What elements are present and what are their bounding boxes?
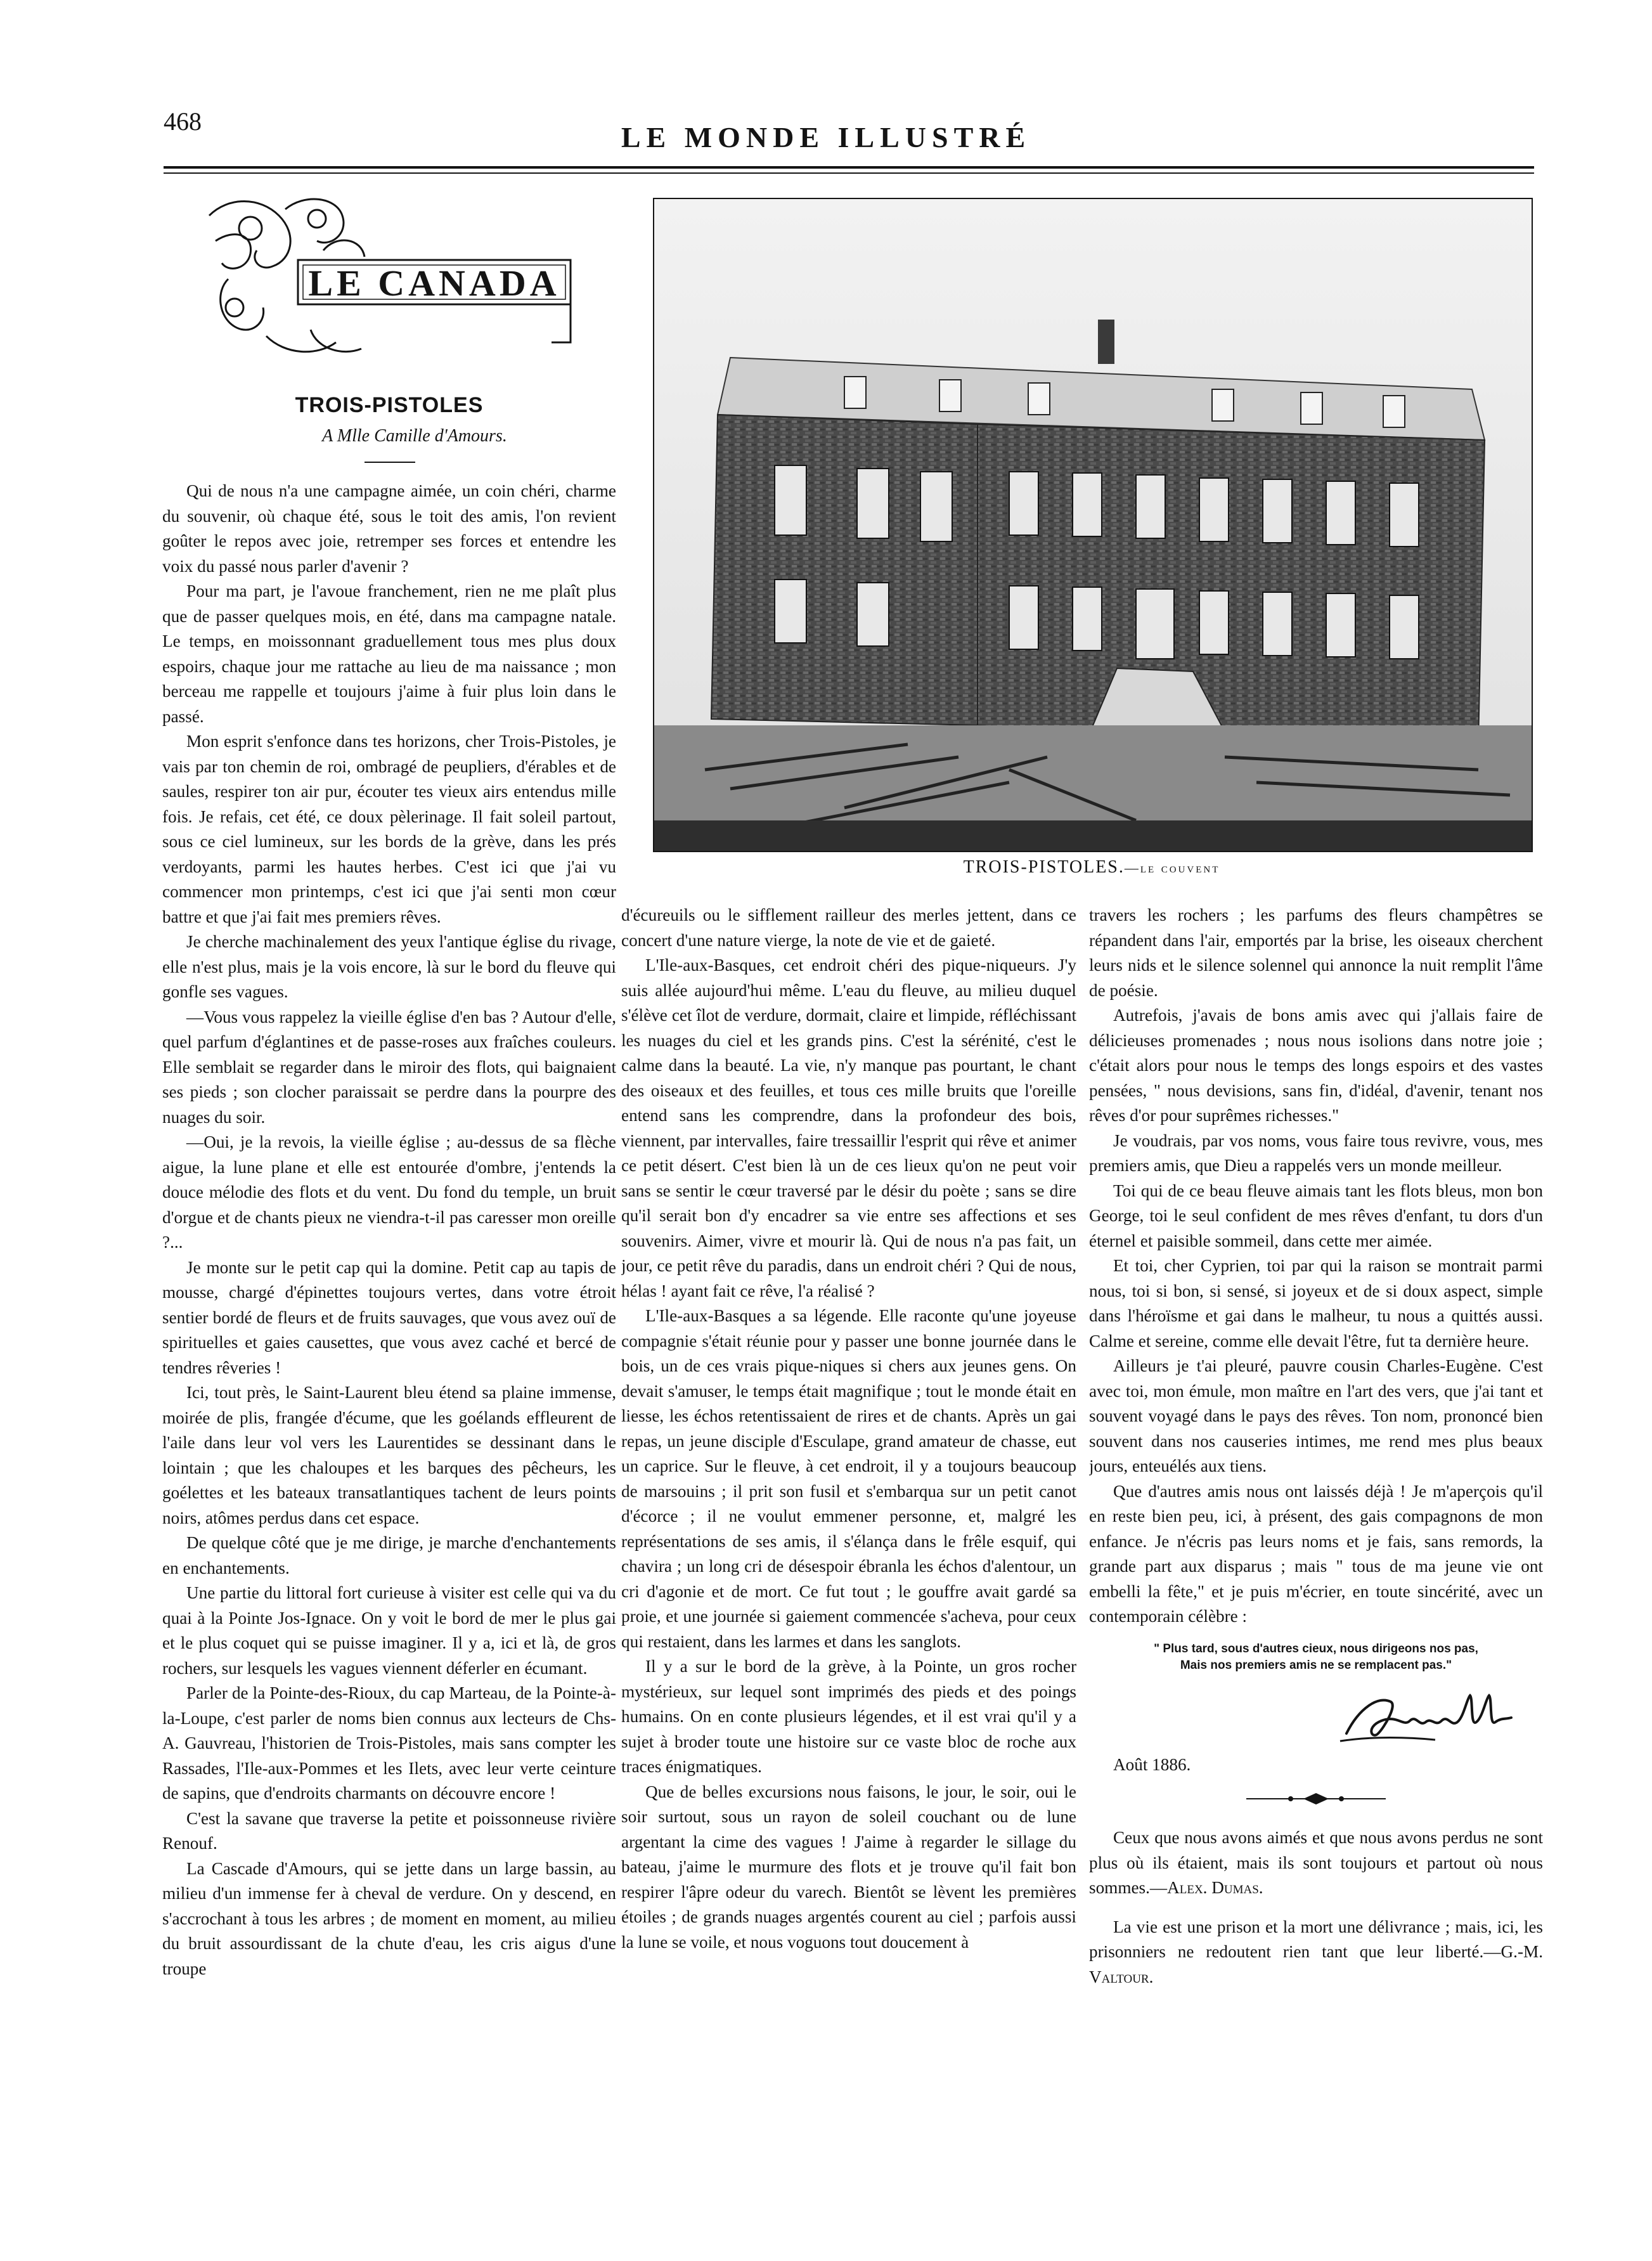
paragraph: Toi qui de ce beau fleuve aimais tant les flots bleus, mon bon George, toi le seul confident de mes rêves d'enfant, tu dors d'un éternel et paisible sommeil, dans cette mer aimée. <box>1089 1181 1543 1250</box>
quote-author: —G.-M. Valtour. <box>1089 1942 1543 1986</box>
verse-line: Mais nos premiers amis ne se remplacent pas." <box>1180 1658 1452 1672</box>
paragraph: travers les rochers ; les parfums des fleurs champêtres se répandent dans l'air, emportés par la brise, les oiseaux cherchent leurs nids et le silence solennel qui annonce la nuit remplit l'âme de poésie. <box>1089 905 1543 1000</box>
photo-caption <box>653 857 1530 878</box>
signature-block <box>1089 1683 1543 1752</box>
paragraph: De quelque côté que je me dirige, je marche d'enchantements en enchantements. <box>162 1533 616 1578</box>
quote-valtour <box>1089 1915 1543 1990</box>
paragraph: Une partie du littoral fort curieuse à visiter est celle qui va du quai à la Pointe Jos-Ignace. On y voit le bord de mer le plus gai et le plus coquet qui se puisse imaginer. Il y a, ici et là, de gros rochers, sur lesquels les vagues viennent déferler en écumant. <box>162 1583 616 1678</box>
paragraph: La Cascade d'Amours, qui se jette dans un large bassin, au milieu d'un immense fer à cheval de verdure. On y descend, en s'accrochant à tous les arbres ; de moment en moment, au milieu du bruit assourdissant de la chute d'eau, les cris aigus d'une troupe <box>162 1858 616 1978</box>
paragraph: Je voudrais, par vos noms, vous faire tous revivre, vous, mes premiers amis, que Dieu a rappelés vers un monde meilleur. <box>1089 1130 1543 1175</box>
paragraph: Pour ma part, je l'avoue franchement, rien ne me plaît plus que de passer quelques mois, en été, dans ma campagne natale. Le temps, en moissonnant graduellement tous mes plus doux espoirs, chaque jour me rattache au lieu de ma naissance ; mon berceau me rappelle et toujours j'aime à fuir plus loin dans le passé. <box>162 581 616 726</box>
article-column-1 <box>162 479 616 2115</box>
paragraph: Je cherche machinalement des yeux l'antique église du rivage, elle n'est plus, mais je la vois encore, là sur le bord du fleuve qui gonfle ses vagues. <box>162 932 616 1001</box>
paragraph: Que d'autres amis nous ont laissés déjà ! Je m'aperçois qu'il en reste bien peu, ici, à présent, des gais compagnons de mon enfance. Je n'écris pas leurs noms et je fais, sans remords, la grande part aux disparus ; mais " tous de ma jeune vie ont embelli la fête," et je puis m'écrier, en toute sincérité, avec un contemporain célèbre : <box>1089 1481 1543 1626</box>
paragraph: Je monte sur le petit cap qui la domine. Petit cap au tapis de mousse, chargé d'épinettes toujours vertes, dans votre étroit sentier bordé de fleurs et de fruits sauvages, que vous avez ouï de spirituelles et gaies causettes, que vous avez caché et bercé de tendres rêveries ! <box>162 1257 616 1377</box>
paragraph: Que de belles excursions nous faisons, le jour, le soir, oui le soir surtout, sous un rayon de soleil couchant ou de lune argentant la cime des vagues ! J'aime à regarder le sillage du bateau, j'aime le murmure des flots et je trouve qu'il fait bon respirer l'âpre odeur du varech. Bientôt se lèvent les premières étoiles ; de grands nuages argentés courent au ciel ; parfois aussi la lune se voile, et nous voguons tout doucement à <box>621 1782 1076 1952</box>
paragraph: L'Ile-aux-Basques, cet endroit chéri des pique-niqueurs. J'y suis allée aujourd'hui même. L'eau du fleuve, au milieu duquel s'élève cet îlot de verdure, dormait, claire et limpide, réfléchissant les nuages du ciel et les grands pins. C'est la sérénité, c'est le calme dans la beauté. La vie, n'y manque pas pourtant, le chant des oiseaux et des feuilles, et tous ces mille bruits que l'oreille entend sans les comprendre, dans la profondeur des bois, viennent, par intervalles, faire tressaillir l'esprit qui rêve et animer ce petit désert. C'est bien là un de ces lieux qu'on ne peut voir sans se sentir le cœur traversé par le désir du poète ; sans se dire qu'il serait bon d'y encadrer sa vie entre ses affections et ses souvenirs. Aimer, vivre et mourir là. Qui de nous n'a pas fait, un jour, ce petit rêve du paradis, dans un endroit chéri ? Qui de nous, hélas ! ayant fait ce rêve, l'a réalisé ? <box>621 956 1076 1300</box>
le-canada-logo <box>190 190 596 374</box>
article-title: TROIS-PISTOLES <box>295 393 484 417</box>
paragraph: Et toi, cher Cyprien, toi par qui la raison se montrait parmi nous, toi si bon, si sensé, si joyeux et de si doux aspect, simple dans l'héroïsme et gai dans le malheur, tu nous a quittés aussi. Calme et sereine, comme elle devait l'être, fut ta dernière heure. <box>1089 1256 1543 1351</box>
publication-title: LE MONDE ILLUSTRÉ <box>621 121 1031 153</box>
title-rule <box>365 462 415 463</box>
paragraph: Qui de nous n'a une campagne aimée, un coin chéri, charme du souvenir, où chaque été, sous le toit des amis, l'on revient goûter le repos avec joie, retremper ses forces et entendre les voix du passé nous parler d'avenir ? <box>162 481 616 576</box>
article-column-2 <box>621 903 1076 2139</box>
logo-text: LE CANADA <box>308 262 560 304</box>
article-column-3 <box>1089 903 1543 2139</box>
convent-photograph <box>653 198 1533 852</box>
article-date: Août 1886. <box>1113 1754 1191 1774</box>
quote-dumas <box>1089 1825 1543 1901</box>
verse-line: " Plus tard, sous d'autres cieux, nous dirigeons nos pas, <box>1154 1642 1478 1655</box>
author-signature <box>1334 1683 1524 1746</box>
ornament-divider <box>1246 1791 1386 1806</box>
paragraph: —Oui, je la revois, la vieille église ; au-dessus de sa flèche aigue, la lune plane et elle est entourée d'ombre, j'entends la douce mélodie des flots et du vent. Du fond du temple, un bruit d'orgue et de chants pieux ne viendra-t-il pas caresser mon oreille ?... <box>162 1132 616 1252</box>
paragraph: L'Ile-aux-Basques a sa légende. Elle raconte qu'une joyeuse compagnie s'était réunie pour y passer une bonne journée dans le bois, un de ces vrais pique-niques si chers aux jeunes gens. On devait s'amuser, le temps était magnifique ; tout le monde était en liesse, les échos retentissaient de rires et de chants. Après un gai repas, un jeune disciple d'Esculape, grand amateur de chasse, eut un caprice. Sur le fleuve, à cet endroit, il y a toujours beaucoup de marsouins ; il prit son fusil et s'embarqua sur un petit canot d'écorce ; il ne voulut emmener personne, et, malgré les représentations de ses amis, il s'élança dans le frêle esquif, qui chavira ; un long cri de désespoir ébranla les échos d'alentour, un cri d'agonie et de mort. Ce fut tout ; le gouffre avait gardé sa proie, et une journée si gaiement commencée s'acheva, pour ceux qui restaient, dans les larmes et dans les sanglots. <box>621 1306 1076 1651</box>
quote-author: —Alex. Dumas. <box>1149 1878 1263 1897</box>
page-number: 468 <box>164 107 202 136</box>
paragraph: d'écureuils ou le sifflement railleur des merles jettent, dans ce concert d'une nature vierge, la note de vie et de gaieté. <box>621 905 1076 950</box>
paragraph: C'est la savane que traverse la petite et poissonneuse rivière Renouf. <box>162 1808 616 1853</box>
paragraph: Mon esprit s'enfonce dans tes horizons, cher Trois-Pistoles, je vais par ton chemin de roi, ombragé de peupliers, d'érables et de saules, respirer ton air pur, écouter tes vieux airs entendus mille fois. Je refais, cet été, ce doux pèlerinage. Il fait soleil partout, sous ce ciel lumineux, sur les bords de la grève, dans les prés verdoyants, parmi les hautes herbes. C'est ici que j'ai vu commencer mon printemps, c'est ici que j'ai senti mon cœur battre et que j'ai fait mes premiers rêves. <box>162 732 616 926</box>
paragraph: Parler de la Pointe-des-Rioux, du cap Marteau, de la Pointe-à-la-Loupe, c'est parler de noms bien connus aux lecteurs de Chs-A. Gauvreau, l'historien de Trois-Pistoles, mais sans compter les Rassades, l'Ile-aux-Pommes et les Ilets, avec leur verte ceinture de sapins, que d'endroits charmants on découvre encore ! <box>162 1683 616 1803</box>
header-rule <box>164 166 1534 174</box>
quote-text: Ceux que nous avons aimés et que nous avons perdus ne sont plus où ils étaient, mais ils sont toujours et partout où nous sommes. <box>1089 1828 1543 1897</box>
verse-quote <box>1089 1641 1543 1674</box>
quote-text: La vie est une prison et la mort une délivrance ; mais, ici, les prisonniers ne redoutent rien tant que leur liberté. <box>1089 1917 1543 1961</box>
caption-sub: —le couvent <box>1124 860 1220 876</box>
paragraph: —Vous vous rappelez la vieille église d'en bas ? Autour d'elle, quel parfum d'églantines et de passe-roses aux fraîches couleurs. Elle semblait se regarder dans le miroir des flots, qui baignaient ses pieds ; son clocher paraissait se perdre dans la pourpre des nuages du soir. <box>162 1007 616 1127</box>
paragraph: Il y a sur le bord de la grève, à la Pointe, un gros rocher mystérieux, sur lequel sont imprimés des pieds et des poings humains. On en conte plusieurs légendes, et il est vrai qu'il y a sujet à broder toute une histoire sur ce vaste bloc de roche aux traces énigmatiques. <box>621 1657 1076 1776</box>
paragraph: Ici, tout près, le Saint-Laurent bleu étend sa plaine immense, moirée de plis, frangée d'écume, que les goélands effleurent de l'aile dans leur vol vers les Laurentides se dessinant dans le lointain ; que les chaloupes et les barques des pêcheurs, les goélettes et les bateaux transatlantiques tachent de leurs points noirs, atômes perdus dans cet espace. <box>162 1383 616 1527</box>
paragraph: Ailleurs je t'ai pleuré, pauvre cousin Charles-Eugène. C'est avec toi, mon émule, mon maître en l'art des vers, que j'ai tant et souvent voyagé dans le pays des rêves. Ton nom, prononcé bien souvent dans nos causeries intimes, me rend mes plus beaux jours, enteuélés aux tiens. <box>1089 1356 1543 1475</box>
article-dedication: A Mlle Camille d'Amours. <box>322 426 507 446</box>
paragraph: Autrefois, j'avais de bons amis avec qui j'allais faire de délicieuses promenades ; nous nous isolions dans notre joie ; c'était alors pour nous le temps des longs espoirs et des vastes pensées, " nous devisions, sans fin, d'idéal, d'avenir, tenant nos rêves d'or pour suprêmes richesses." <box>1089 1006 1543 1125</box>
caption-main: TROIS-PISTOLES. <box>963 857 1125 877</box>
